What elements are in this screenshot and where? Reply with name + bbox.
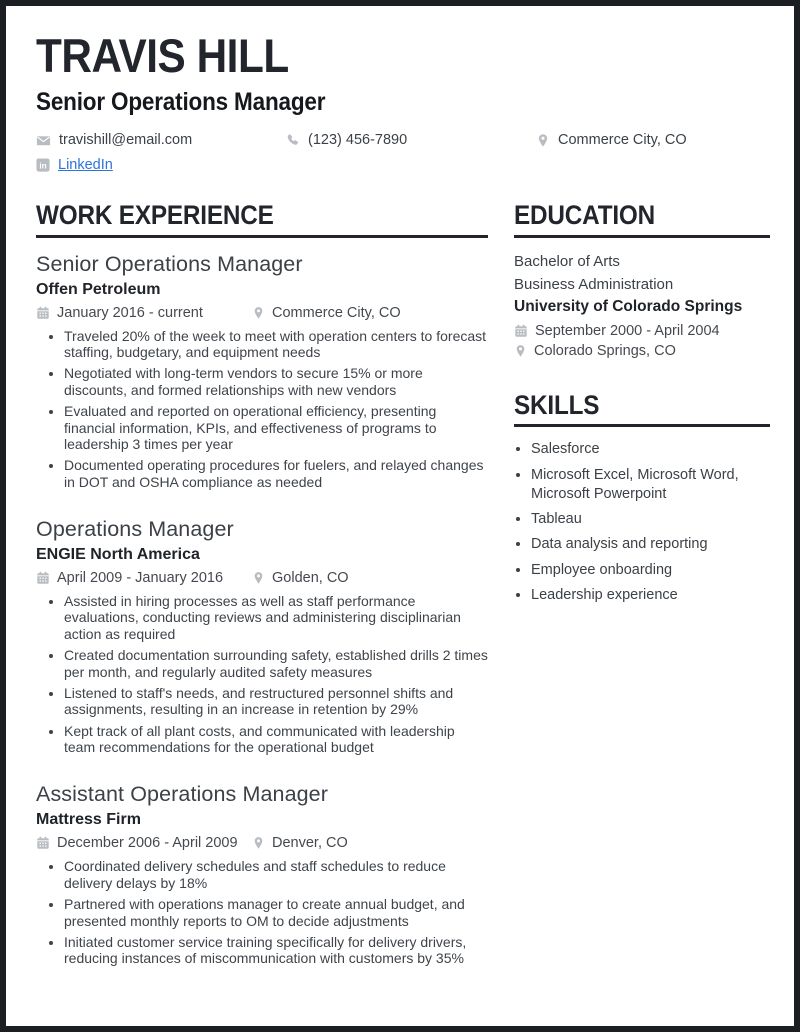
job-dates-text: January 2016 - current xyxy=(57,304,203,321)
job-entry xyxy=(36,517,488,755)
resume-body xyxy=(36,201,770,994)
company-name: Mattress Firm xyxy=(36,811,141,829)
job-dates-text: December 2006 - April 2009 xyxy=(57,835,238,852)
phone-text: (123) 456-7890 xyxy=(308,132,408,148)
education-location-text: Colorado Springs, CO xyxy=(534,342,676,359)
bullet-item: • Partnered with operations manager to create annual budget, and presented monthly reports to OM to decide adjustments xyxy=(64,896,488,929)
education-heading: EDUCATION xyxy=(514,201,770,238)
job-location xyxy=(252,305,401,321)
calendar-icon xyxy=(36,571,50,585)
contact-linkedin xyxy=(36,157,113,173)
job-entry xyxy=(36,782,488,966)
location-text: Commerce City, CO xyxy=(558,132,687,148)
svg-text:in: in xyxy=(39,160,47,171)
bullet-item: • Created documentation surrounding safety, established drills 2 times per month, and regularly audited safety measures xyxy=(64,647,488,680)
contact-row xyxy=(36,132,770,148)
linkedin-row xyxy=(36,157,770,173)
job-dates-text: April 2009 - January 2016 xyxy=(57,570,224,587)
bullet-item: • Traveled 20% of the week to meet with operation centers to forecast staffing, budgetary, and equipment needs xyxy=(64,328,488,361)
skill-item: • Microsoft Excel, Microsoft Word, Microsoft Powerpoint xyxy=(531,466,770,505)
skill-item: • Leadership experience xyxy=(531,586,770,605)
linkedin-link[interactable]: LinkedIn xyxy=(58,157,113,173)
envelope-icon xyxy=(36,133,51,148)
bullet-item: • Coordinated delivery schedules and staff schedules to reduce delivery delays by 18% xyxy=(64,858,488,891)
job-entry xyxy=(36,252,488,490)
contact-email xyxy=(36,132,286,148)
calendar-icon xyxy=(36,836,50,850)
job-bullet-list xyxy=(36,858,488,966)
skill-item: • Data analysis and reporting xyxy=(531,535,770,554)
school-name: University of Colorado Springs xyxy=(514,298,743,316)
job-location-text: Commerce City, CO xyxy=(272,304,401,321)
bullet-item: • Negotiated with long-term vendors to secure 15% or more discounts, and formed relationships with new vendors xyxy=(64,365,488,398)
job-location xyxy=(252,835,348,851)
skill-list xyxy=(514,440,770,605)
job-location-text: Denver, CO xyxy=(272,835,348,852)
education-location xyxy=(514,343,770,359)
field-of-study: Business Administration xyxy=(514,276,674,294)
email-text: travishill@email.com xyxy=(59,132,193,148)
bullet-item: • Initiated customer service training specifically for delivery drivers, reducing instances of miscommunication with customers by 35% xyxy=(64,934,488,967)
phone-icon xyxy=(286,133,300,147)
company-name: Offen Petroleum xyxy=(36,280,161,298)
job-meta-row xyxy=(36,570,488,586)
location-pin-icon xyxy=(536,133,550,148)
job-location-text: Golden, CO xyxy=(272,570,349,587)
job-bullet-list xyxy=(36,593,488,755)
skills-heading: SKILLS xyxy=(514,391,770,428)
skill-item: • Employee onboarding xyxy=(531,561,770,580)
job-meta-row xyxy=(36,835,488,851)
location-pin-icon xyxy=(252,306,265,320)
job-title: Operations Manager xyxy=(36,517,234,542)
skills-section xyxy=(514,391,770,606)
location-pin-icon xyxy=(514,344,527,358)
bullet-item: • Evaluated and reported on operational efficiency, presenting financial information, KPIs, and effectiveness of programs to leadership 3 times per year xyxy=(64,403,488,452)
job-dates xyxy=(36,305,252,321)
location-pin-icon xyxy=(252,571,265,585)
job-title: Assistant Operations Manager xyxy=(36,782,328,807)
degree: Bachelor of Arts xyxy=(514,252,620,270)
contact-phone xyxy=(286,132,536,148)
location-pin-icon xyxy=(252,836,265,850)
education-dates-text: September 2000 - April 2004 xyxy=(535,322,720,339)
education-entry xyxy=(514,251,770,359)
resume-sidebar xyxy=(514,201,770,994)
job-meta-row xyxy=(36,305,488,321)
resume-header xyxy=(36,29,770,173)
bullet-item: • Documented operating procedures for fuelers, and relayed changes in DOT and OSHA compliance as needed xyxy=(64,457,488,490)
job-location xyxy=(252,570,349,586)
education-section xyxy=(514,201,770,359)
job-bullet-list xyxy=(36,328,488,490)
bullet-item: • Kept track of all plant costs, and communicated with leadership team recommendations for the operational budget xyxy=(64,723,488,756)
job-dates xyxy=(36,835,252,851)
job-dates xyxy=(36,570,252,586)
linkedin-icon xyxy=(36,158,50,172)
calendar-icon xyxy=(514,324,528,338)
bullet-item: • Listened to staff's needs, and restructured personnel shifts and assignments, resulting in an increase in retention by 29% xyxy=(64,685,488,718)
job-title: Senior Operations Manager xyxy=(36,251,303,276)
calendar-icon xyxy=(36,306,50,320)
work-experience-section xyxy=(36,201,488,994)
skill-item: • Tableau xyxy=(531,510,770,529)
bullet-item: • Assisted in hiring processes as well as staff performance evaluations, conducting reviews and administering disciplinarian action as required xyxy=(64,593,488,642)
skill-item: • Salesforce xyxy=(531,440,770,459)
education-dates xyxy=(514,323,770,339)
contact-location xyxy=(536,132,687,148)
person-job-title: Senior Operations Manager xyxy=(36,88,326,116)
person-name: TRAVIS HILL xyxy=(36,29,289,82)
work-experience-heading: WORK EXPERIENCE xyxy=(36,201,488,238)
company-name: ENGIE North America xyxy=(36,546,200,564)
